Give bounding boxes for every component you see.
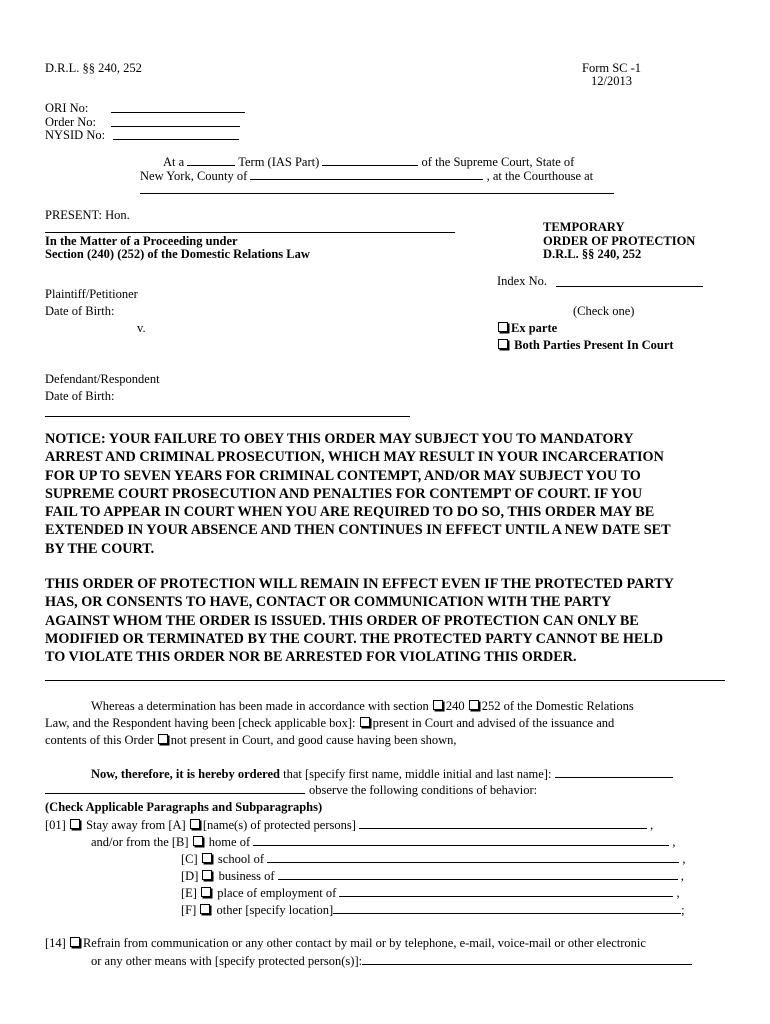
p01-a-field[interactable] bbox=[359, 817, 647, 829]
p01-e-checkbox[interactable] bbox=[201, 887, 211, 897]
new-york-text: New York, County of bbox=[140, 169, 248, 183]
notice-line: EXTENDED IN YOUR ABSENCE AND THEN CONTINUES IN EFFECT UNTIL A NEW DATE SET bbox=[45, 522, 671, 539]
form-id: Form SC -1 bbox=[582, 61, 642, 75]
p14-number: [14] bbox=[45, 936, 66, 950]
p01-c-line bbox=[181, 851, 685, 867]
p01-b-checkbox[interactable] bbox=[193, 836, 203, 846]
justice-name-field[interactable] bbox=[45, 232, 455, 233]
courthouse-text: , at the Courthouse at bbox=[486, 169, 594, 183]
present-label: PRESENT: Hon. bbox=[45, 208, 130, 222]
section-252-checkbox[interactable] bbox=[469, 700, 479, 710]
form-date: 12/2013 bbox=[591, 74, 632, 88]
p01-b-line bbox=[91, 834, 675, 850]
p01-e-field[interactable] bbox=[339, 885, 673, 897]
notice-line: BY THE COURT. bbox=[45, 540, 155, 557]
comma: , bbox=[672, 835, 676, 849]
comma: , bbox=[680, 869, 684, 883]
p01-e-label: place of employment of bbox=[217, 886, 337, 900]
p01-a-label: [name(s) of protected persons] bbox=[202, 818, 356, 832]
p01-d-label: business of bbox=[218, 869, 275, 883]
p01-b-field[interactable] bbox=[253, 834, 669, 846]
county-line bbox=[140, 168, 593, 184]
p01-c-field[interactable] bbox=[267, 851, 679, 863]
versus-text: v. bbox=[137, 321, 146, 335]
ordered-line bbox=[91, 766, 673, 782]
effect-line: THIS ORDER OF PROTECTION WILL REMAIN IN EFFECT EVEN IF THE PROTECTED PARTY bbox=[45, 576, 674, 592]
defendant-label: Defendant/Respondent bbox=[45, 372, 160, 386]
section-240-checkbox[interactable] bbox=[433, 700, 443, 710]
comma: , bbox=[676, 886, 680, 900]
comma: , bbox=[650, 818, 654, 832]
not-present-checkbox[interactable] bbox=[158, 734, 168, 744]
respondent-name-field-2[interactable] bbox=[45, 793, 305, 794]
whereas-text: Law, and the Respondent having been [check applicable box]: bbox=[45, 716, 356, 730]
section-252-label: 252 of the Domestic Relations bbox=[481, 699, 634, 713]
p01-e-prefix: [E] bbox=[181, 886, 197, 900]
section-divider bbox=[45, 680, 725, 681]
observe-text: observe the following conditions of behavior: bbox=[309, 783, 538, 797]
p01-d-field[interactable] bbox=[278, 868, 678, 880]
order-field[interactable] bbox=[111, 126, 240, 127]
title-line3: D.R.L. §§ 240, 252 bbox=[543, 247, 642, 261]
effect-line: MODIFIED OR TERMINATED BY THE COURT. THE PROTECTED PARTY CANNOT BE HELD bbox=[45, 630, 664, 647]
whereas-line2 bbox=[45, 716, 614, 731]
effect-block bbox=[45, 575, 730, 666]
not-present-label: not present in Court, and good cause having been shown, bbox=[170, 733, 457, 747]
whereas-text: contents of this Order bbox=[45, 733, 154, 747]
defendant-dob-label: Date of Birth: bbox=[45, 389, 115, 403]
notice-line: FAIL TO APPEAR IN COURT WHEN YOU ARE REQUIRED TO DO SO, THIS ORDER MAY BE bbox=[45, 504, 655, 521]
index-field[interactable] bbox=[556, 286, 703, 287]
p01-f-prefix: [F] bbox=[181, 903, 197, 917]
nysid-label: NYSID No: bbox=[45, 128, 106, 142]
notice-line: ARREST AND CRIMINAL PROSECUTION, WHICH MAY RESULT IN YOUR INCARCERATION bbox=[45, 449, 664, 466]
p14-line2 bbox=[91, 953, 692, 969]
p14-text: Refrain from communication or any other contact by mail or by telephone, e-mail, voice-mail or other electronic bbox=[82, 936, 646, 950]
index-label: Index No. bbox=[497, 274, 547, 288]
effect-line: AGAINST WHOM THE ORDER IS ISSUED. THIS ORDER OF PROTECTION CAN ONLY BE bbox=[45, 612, 639, 629]
ordered-bold-text: Now, therefore, it is hereby ordered bbox=[91, 767, 280, 781]
p01-c-label: school of bbox=[217, 852, 265, 866]
p01-d-checkbox[interactable] bbox=[202, 870, 212, 880]
ordered-text: that [specify first name, middle initial and last name]: bbox=[283, 767, 552, 781]
respondent-name-field[interactable] bbox=[555, 766, 673, 778]
p01-checkbox[interactable] bbox=[70, 819, 80, 829]
both-parties-label: Both Parties Present In Court bbox=[514, 338, 674, 352]
ori-field[interactable] bbox=[111, 112, 245, 113]
ex-parte-option[interactable] bbox=[497, 321, 557, 336]
comma: , bbox=[682, 852, 686, 866]
title-line2: ORDER OF PROTECTION bbox=[543, 234, 696, 248]
matter-line1: In the Matter of a Proceeding under bbox=[45, 234, 238, 248]
notice-line: SUPREME COURT PROSECUTION AND PENALTIES FOR CONTEMPT OF COURT. IF YOU bbox=[45, 485, 643, 502]
title-line1: TEMPORARY bbox=[543, 220, 625, 234]
p01-f-checkbox[interactable] bbox=[200, 904, 210, 914]
defendant-separator bbox=[45, 416, 410, 417]
whereas-line3 bbox=[45, 733, 457, 748]
both-parties-option[interactable] bbox=[497, 338, 674, 353]
p14-checkbox[interactable] bbox=[70, 937, 80, 947]
semicolon: ; bbox=[681, 903, 685, 917]
p01-number: [01] bbox=[45, 818, 66, 832]
p01-f-label: other [specify location] bbox=[216, 903, 334, 917]
p01-d-line bbox=[181, 868, 684, 884]
of-court-text: of the Supreme Court, State of bbox=[421, 155, 575, 169]
order-label: Order No: bbox=[45, 115, 97, 129]
p01-d-prefix: [D] bbox=[181, 869, 199, 883]
p01-stay-text: Stay away from [A] bbox=[86, 818, 186, 832]
notice-line: FOR UP TO SEVEN YEARS FOR CRIMINAL CONTEMPT, AND/OR MAY SUBJECT YOU TO bbox=[45, 467, 641, 484]
effect-line: TO VIOLATE THIS ORDER NOR BE ARRESTED FOR VIOLATING THIS ORDER. bbox=[45, 649, 577, 666]
ori-label: ORI No: bbox=[45, 101, 89, 115]
county-field[interactable] bbox=[250, 168, 483, 180]
p14-field[interactable] bbox=[362, 953, 692, 965]
notice-block bbox=[45, 430, 730, 558]
both-parties-checkbox[interactable] bbox=[498, 339, 508, 349]
whereas-text: Whereas a determination has been made in accordance with section bbox=[91, 699, 429, 713]
ex-parte-checkbox[interactable] bbox=[498, 322, 508, 332]
p14-text: or any other means with [specify protected person(s)]: bbox=[91, 954, 363, 968]
plaintiff-dob-label: Date of Birth: bbox=[45, 304, 115, 318]
matter-line2: Section (240) (252) of the Domestic Relations Law bbox=[45, 247, 310, 261]
ex-parte-label: Ex parte bbox=[511, 321, 558, 335]
check-one-text: (Check one) bbox=[573, 304, 635, 318]
section-240-label: 240 bbox=[445, 699, 465, 713]
p01-b-prefix: and/or from the [B] bbox=[91, 835, 189, 849]
p01-line bbox=[45, 817, 653, 833]
plaintiff-label: Plaintiff/Petitioner bbox=[45, 287, 138, 301]
whereas-line1 bbox=[91, 699, 634, 714]
notice-line: NOTICE: YOUR FAILURE TO OBEY THIS ORDER MAY SUBJECT YOU TO MANDATORY bbox=[45, 431, 634, 447]
p14-line1 bbox=[45, 936, 646, 951]
term-text: Term (IAS Part) bbox=[238, 155, 320, 169]
check-heading: (Check Applicable Paragraphs and Subparagraphs) bbox=[45, 800, 323, 814]
statute-reference: D.R.L. §§ 240, 252 bbox=[45, 61, 142, 75]
courthouse-address-field[interactable] bbox=[140, 193, 614, 194]
effect-line: HAS, OR CONSENTS TO HAVE, CONTACT OR COMMUNICATION WITH THE PARTY bbox=[45, 594, 612, 611]
p01-a-checkbox[interactable] bbox=[190, 819, 200, 829]
p01-f-field[interactable] bbox=[333, 902, 681, 914]
p01-e-line bbox=[181, 885, 680, 901]
present-in-court-checkbox[interactable] bbox=[360, 717, 370, 727]
present-in-court-label: present in Court and advised of the issuance and bbox=[372, 716, 615, 730]
p01-c-prefix: [C] bbox=[181, 852, 198, 866]
nysid-field[interactable] bbox=[113, 139, 239, 140]
p01-c-checkbox[interactable] bbox=[202, 853, 212, 863]
term-field[interactable] bbox=[187, 154, 235, 166]
ias-part-field[interactable] bbox=[322, 154, 418, 166]
p01-b-label: home of bbox=[208, 835, 251, 849]
p01-f-line bbox=[181, 902, 685, 918]
at-a-text: At a bbox=[163, 155, 185, 169]
